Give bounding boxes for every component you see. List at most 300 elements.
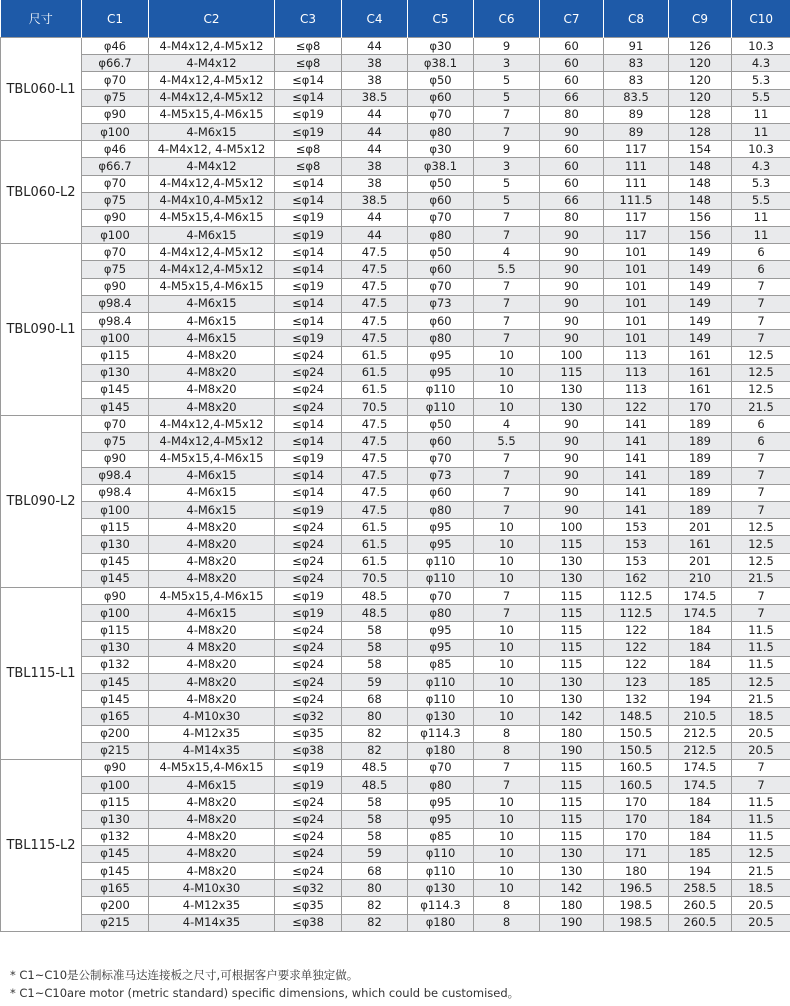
header-c6: C6 [474, 0, 540, 38]
cell-c1: φ130 [82, 811, 149, 828]
cell-c5: φ110 [408, 381, 474, 398]
cell-c8: 180 [604, 863, 669, 880]
cell-c8: 112.5 [604, 605, 669, 622]
cell-c5: φ60 [408, 192, 474, 209]
cell-c1: φ132 [82, 828, 149, 845]
cell-c7: 90 [540, 330, 604, 347]
cell-c5: φ60 [408, 313, 474, 330]
cell-c10: 11 [732, 227, 790, 244]
cell-c1: φ46 [82, 141, 149, 158]
table-row [1, 72, 790, 89]
cell-c6: 7 [474, 209, 540, 226]
cell-c2: 4-M4x12,4-M5x12 [149, 72, 275, 89]
cell-c1: φ130 [82, 536, 149, 553]
header-c5: C5 [408, 0, 474, 38]
cell-c4: 58 [342, 622, 408, 639]
cell-c9: 149 [669, 330, 732, 347]
cell-c7: 90 [540, 261, 604, 278]
cell-c8: 153 [604, 536, 669, 553]
cell-c5: φ50 [408, 244, 474, 261]
cell-c7: 130 [540, 381, 604, 398]
cell-c2: 4-M5x15,4-M6x15 [149, 209, 275, 226]
cell-c6: 5.5 [474, 261, 540, 278]
cell-c2: 4-M4x12, 4-M5x12 [149, 141, 275, 158]
cell-c9: 189 [669, 484, 732, 501]
cell-c6: 10 [474, 536, 540, 553]
cell-c5: φ30 [408, 38, 474, 55]
cell-c7: 142 [540, 880, 604, 897]
cell-c8: 89 [604, 106, 669, 123]
table-row [1, 570, 790, 587]
table-body [1, 38, 790, 932]
cell-c5: φ60 [408, 433, 474, 450]
cell-c9: 201 [669, 519, 732, 536]
model-cell: TBL090-L1 [1, 244, 82, 416]
cell-c8: 117 [604, 141, 669, 158]
cell-c5: φ85 [408, 828, 474, 845]
header-size: 尺寸 [1, 0, 82, 38]
cell-c8: 101 [604, 244, 669, 261]
cell-c2: 4-M8x20 [149, 656, 275, 673]
cell-c5: φ38.1 [408, 55, 474, 72]
cell-c7: 66 [540, 89, 604, 106]
cell-c8: 150.5 [604, 725, 669, 742]
table-row [1, 708, 790, 725]
cell-c5: φ70 [408, 278, 474, 295]
cell-c10: 7 [732, 278, 790, 295]
cell-c10: 20.5 [732, 914, 790, 931]
cell-c8: 83.5 [604, 89, 669, 106]
cell-c9: 128 [669, 106, 732, 123]
cell-c4: 68 [342, 863, 408, 880]
cell-c10: 4.3 [732, 158, 790, 175]
cell-c7: 66 [540, 192, 604, 209]
cell-c5: φ30 [408, 141, 474, 158]
cell-c3: ≤φ24 [275, 828, 342, 845]
cell-c4: 47.5 [342, 295, 408, 312]
cell-c6: 10 [474, 708, 540, 725]
model-cell: TBL115-L2 [1, 759, 82, 931]
cell-c2: 4-M10x30 [149, 880, 275, 897]
cell-c6: 7 [474, 588, 540, 605]
cell-c4: 38 [342, 72, 408, 89]
cell-c9: 185 [669, 845, 732, 862]
cell-c1: φ70 [82, 244, 149, 261]
table-row [1, 863, 790, 880]
cell-c5: φ50 [408, 72, 474, 89]
cell-c7: 90 [540, 467, 604, 484]
cell-c3: ≤φ24 [275, 347, 342, 364]
cell-c9: 174.5 [669, 588, 732, 605]
cell-c4: 47.5 [342, 502, 408, 519]
cell-c4: 59 [342, 845, 408, 862]
cell-c5: φ110 [408, 691, 474, 708]
cell-c1: φ200 [82, 897, 149, 914]
cell-c3: ≤φ14 [275, 313, 342, 330]
cell-c6: 8 [474, 914, 540, 931]
cell-c5: φ110 [408, 570, 474, 587]
cell-c9: 174.5 [669, 759, 732, 776]
cell-c5: φ73 [408, 295, 474, 312]
cell-c1: φ70 [82, 175, 149, 192]
cell-c3: ≤φ24 [275, 381, 342, 398]
cell-c10: 10.3 [732, 141, 790, 158]
cell-c6: 10 [474, 553, 540, 570]
cell-c4: 47.5 [342, 261, 408, 278]
cell-c4: 44 [342, 123, 408, 140]
cell-c8: 160.5 [604, 777, 669, 794]
cell-c2: 4-M8x20 [149, 811, 275, 828]
cell-c2: 4-M6x15 [149, 330, 275, 347]
cell-c7: 142 [540, 708, 604, 725]
cell-c6: 10 [474, 381, 540, 398]
table-row [1, 364, 790, 381]
cell-c10: 18.5 [732, 880, 790, 897]
cell-c1: φ98.4 [82, 467, 149, 484]
cell-c9: 210 [669, 570, 732, 587]
cell-c6: 7 [474, 777, 540, 794]
cell-c4: 80 [342, 880, 408, 897]
cell-c1: φ215 [82, 742, 149, 759]
cell-c9: 149 [669, 313, 732, 330]
cell-c6: 10 [474, 519, 540, 536]
cell-c10: 7 [732, 295, 790, 312]
cell-c2: 4-M6x15 [149, 313, 275, 330]
cell-c8: 153 [604, 519, 669, 536]
cell-c9: 194 [669, 691, 732, 708]
cell-c4: 48.5 [342, 605, 408, 622]
cell-c1: φ66.7 [82, 55, 149, 72]
cell-c8: 141 [604, 416, 669, 433]
cell-c6: 10 [474, 828, 540, 845]
cell-c10: 5.5 [732, 89, 790, 106]
cell-c6: 10 [474, 845, 540, 862]
cell-c2: 4-M4x10,4-M5x12 [149, 192, 275, 209]
cell-c1: φ70 [82, 416, 149, 433]
cell-c8: 153 [604, 553, 669, 570]
model-cell: TBL090-L2 [1, 416, 82, 588]
cell-c2: 4-M5x15,4-M6x15 [149, 759, 275, 776]
cell-c10: 11.5 [732, 794, 790, 811]
cell-c8: 141 [604, 484, 669, 501]
cell-c5: φ80 [408, 605, 474, 622]
cell-c5: φ70 [408, 588, 474, 605]
cell-c6: 7 [474, 467, 540, 484]
cell-c6: 7 [474, 759, 540, 776]
cell-c8: 101 [604, 261, 669, 278]
cell-c2: 4-M5x15,4-M6x15 [149, 588, 275, 605]
cell-c3: ≤φ14 [275, 295, 342, 312]
table-row [1, 347, 790, 364]
cell-c9: 184 [669, 622, 732, 639]
cell-c10: 5.3 [732, 72, 790, 89]
cell-c9: 161 [669, 381, 732, 398]
cell-c2: 4-M4x12,4-M5x12 [149, 433, 275, 450]
table-row [1, 89, 790, 106]
cell-c9: 184 [669, 794, 732, 811]
cell-c9: 184 [669, 828, 732, 845]
cell-c5: φ95 [408, 794, 474, 811]
cell-c5: φ70 [408, 209, 474, 226]
cell-c10: 7 [732, 330, 790, 347]
table-row [1, 313, 790, 330]
cell-c4: 70.5 [342, 398, 408, 415]
cell-c3: ≤φ14 [275, 89, 342, 106]
cell-c10: 5.3 [732, 175, 790, 192]
cell-c8: 170 [604, 828, 669, 845]
table-row [1, 673, 790, 690]
cell-c7: 130 [540, 570, 604, 587]
cell-c4: 61.5 [342, 519, 408, 536]
cell-c8: 101 [604, 330, 669, 347]
cell-c7: 80 [540, 106, 604, 123]
cell-c6: 7 [474, 502, 540, 519]
cell-c8: 122 [604, 656, 669, 673]
table-row [1, 519, 790, 536]
cell-c5: φ114.3 [408, 897, 474, 914]
cell-c2: 4-M8x20 [149, 347, 275, 364]
cell-c6: 7 [474, 106, 540, 123]
cell-c9: 161 [669, 347, 732, 364]
cell-c5: φ95 [408, 364, 474, 381]
cell-c6: 10 [474, 811, 540, 828]
cell-c10: 11.5 [732, 656, 790, 673]
cell-c4: 44 [342, 209, 408, 226]
cell-c9: 212.5 [669, 742, 732, 759]
table-row [1, 536, 790, 553]
cell-c4: 47.5 [342, 433, 408, 450]
cell-c2: 4-M8x20 [149, 828, 275, 845]
cell-c5: φ180 [408, 742, 474, 759]
cell-c4: 44 [342, 227, 408, 244]
cell-c7: 115 [540, 588, 604, 605]
cell-c6: 10 [474, 570, 540, 587]
cell-c7: 90 [540, 227, 604, 244]
cell-c8: 132 [604, 691, 669, 708]
cell-c3: ≤φ14 [275, 192, 342, 209]
cell-c4: 58 [342, 828, 408, 845]
cell-c2: 4-M8x20 [149, 794, 275, 811]
cell-c9: 184 [669, 656, 732, 673]
cell-c1: φ90 [82, 450, 149, 467]
cell-c9: 148 [669, 192, 732, 209]
cell-c7: 60 [540, 38, 604, 55]
cell-c1: φ75 [82, 433, 149, 450]
cell-c6: 10 [474, 364, 540, 381]
cell-c8: 196.5 [604, 880, 669, 897]
cell-c1: φ145 [82, 553, 149, 570]
table-row [1, 725, 790, 742]
cell-c1: φ90 [82, 278, 149, 295]
cell-c6: 3 [474, 158, 540, 175]
cell-c6: 10 [474, 691, 540, 708]
cell-c3: ≤φ24 [275, 622, 342, 639]
cell-c1: φ98.4 [82, 313, 149, 330]
cell-c4: 44 [342, 141, 408, 158]
cell-c8: 141 [604, 502, 669, 519]
table-row [1, 381, 790, 398]
table-row [1, 244, 790, 261]
cell-c6: 10 [474, 622, 540, 639]
cell-c3: ≤φ38 [275, 914, 342, 931]
cell-c10: 6 [732, 244, 790, 261]
cell-c1: φ100 [82, 777, 149, 794]
table-row [1, 433, 790, 450]
cell-c10: 7 [732, 588, 790, 605]
cell-c2: 4-M5x15,4-M6x15 [149, 450, 275, 467]
cell-c10: 21.5 [732, 570, 790, 587]
cell-c3: ≤φ24 [275, 656, 342, 673]
cell-c9: 210.5 [669, 708, 732, 725]
cell-c10: 11.5 [732, 811, 790, 828]
cell-c10: 10.3 [732, 38, 790, 55]
cell-c10: 6 [732, 416, 790, 433]
cell-c8: 141 [604, 450, 669, 467]
cell-c5: φ114.3 [408, 725, 474, 742]
cell-c7: 90 [540, 123, 604, 140]
cell-c1: φ130 [82, 364, 149, 381]
cell-c10: 12.5 [732, 673, 790, 690]
cell-c3: ≤φ19 [275, 123, 342, 140]
cell-c3: ≤φ8 [275, 141, 342, 158]
cell-c2: 4-M8x20 [149, 691, 275, 708]
cell-c4: 82 [342, 742, 408, 759]
cell-c8: 198.5 [604, 897, 669, 914]
cell-c8: 111.5 [604, 192, 669, 209]
cell-c10: 11.5 [732, 639, 790, 656]
table-row [1, 759, 790, 776]
cell-c3: ≤φ24 [275, 811, 342, 828]
cell-c7: 130 [540, 845, 604, 862]
cell-c2: 4-M8x20 [149, 673, 275, 690]
cell-c10: 7 [732, 313, 790, 330]
cell-c3: ≤φ19 [275, 209, 342, 226]
cell-c10: 7 [732, 467, 790, 484]
cell-c5: φ130 [408, 708, 474, 725]
cell-c10: 7 [732, 450, 790, 467]
cell-c7: 115 [540, 536, 604, 553]
cell-c3: ≤φ24 [275, 519, 342, 536]
cell-c8: 83 [604, 72, 669, 89]
cell-c4: 38.5 [342, 192, 408, 209]
cell-c5: φ80 [408, 777, 474, 794]
cell-c4: 59 [342, 673, 408, 690]
cell-c5: φ50 [408, 175, 474, 192]
table-row [1, 880, 790, 897]
cell-c8: 111 [604, 158, 669, 175]
cell-c1: φ130 [82, 639, 149, 656]
cell-c8: 162 [604, 570, 669, 587]
cell-c4: 38 [342, 175, 408, 192]
cell-c8: 122 [604, 398, 669, 415]
cell-c2: 4-M4x12,4-M5x12 [149, 89, 275, 106]
cell-c3: ≤φ24 [275, 673, 342, 690]
cell-c10: 12.5 [732, 381, 790, 398]
cell-c6: 8 [474, 742, 540, 759]
table-row [1, 227, 790, 244]
cell-c2: 4-M6x15 [149, 484, 275, 501]
cell-c1: φ145 [82, 673, 149, 690]
table-row [1, 691, 790, 708]
cell-c5: φ80 [408, 330, 474, 347]
cell-c9: 161 [669, 536, 732, 553]
cell-c3: ≤φ24 [275, 553, 342, 570]
cell-c8: 171 [604, 845, 669, 862]
cell-c2: 4-M8x20 [149, 863, 275, 880]
cell-c8: 148.5 [604, 708, 669, 725]
table-row [1, 416, 790, 433]
cell-c6: 8 [474, 725, 540, 742]
cell-c8: 113 [604, 347, 669, 364]
cell-c8: 89 [604, 123, 669, 140]
cell-c10: 11 [732, 209, 790, 226]
header-c10: C10 [732, 0, 790, 38]
cell-c10: 7 [732, 484, 790, 501]
cell-c3: ≤φ14 [275, 72, 342, 89]
cell-c2: 4-M4x12,4-M5x12 [149, 261, 275, 278]
cell-c3: ≤φ32 [275, 708, 342, 725]
cell-c6: 7 [474, 450, 540, 467]
cell-c3: ≤φ8 [275, 38, 342, 55]
cell-c1: φ90 [82, 209, 149, 226]
cell-c9: 170 [669, 398, 732, 415]
cell-c4: 38 [342, 158, 408, 175]
cell-c6: 10 [474, 794, 540, 811]
cell-c1: φ70 [82, 72, 149, 89]
cell-c3: ≤φ24 [275, 845, 342, 862]
cell-c3: ≤φ14 [275, 416, 342, 433]
cell-c4: 48.5 [342, 588, 408, 605]
cell-c1: φ145 [82, 863, 149, 880]
header-c2: C2 [149, 0, 275, 38]
cell-c5: φ80 [408, 502, 474, 519]
cell-c10: 11.5 [732, 828, 790, 845]
cell-c8: 122 [604, 639, 669, 656]
cell-c7: 90 [540, 433, 604, 450]
cell-c3: ≤φ24 [275, 536, 342, 553]
cell-c1: φ115 [82, 347, 149, 364]
cell-c5: φ110 [408, 553, 474, 570]
cell-c8: 117 [604, 209, 669, 226]
cell-c5: φ130 [408, 880, 474, 897]
cell-c4: 38.5 [342, 89, 408, 106]
cell-c10: 6 [732, 261, 790, 278]
cell-c9: 154 [669, 141, 732, 158]
cell-c7: 115 [540, 605, 604, 622]
cell-c1: φ46 [82, 38, 149, 55]
cell-c8: 141 [604, 467, 669, 484]
cell-c6: 9 [474, 38, 540, 55]
header-c9: C9 [669, 0, 732, 38]
cell-c2: 4-M6x15 [149, 605, 275, 622]
cell-c7: 60 [540, 72, 604, 89]
cell-c10: 7 [732, 605, 790, 622]
cell-c5: φ60 [408, 89, 474, 106]
cell-c10: 5.5 [732, 192, 790, 209]
cell-c5: φ50 [408, 416, 474, 433]
cell-c2: 4-M5x15,4-M6x15 [149, 106, 275, 123]
footnote-cn: * C1~C10是公制标准马达连接板之尺寸,可根据客户要求单独定做。 [10, 968, 359, 982]
table-row [1, 55, 790, 72]
cell-c5: φ60 [408, 484, 474, 501]
cell-c9: 189 [669, 467, 732, 484]
cell-c3: ≤φ14 [275, 433, 342, 450]
cell-c1: φ115 [82, 622, 149, 639]
table-row [1, 914, 790, 931]
cell-c5: φ80 [408, 123, 474, 140]
cell-c5: φ60 [408, 261, 474, 278]
cell-c10: 12.5 [732, 347, 790, 364]
